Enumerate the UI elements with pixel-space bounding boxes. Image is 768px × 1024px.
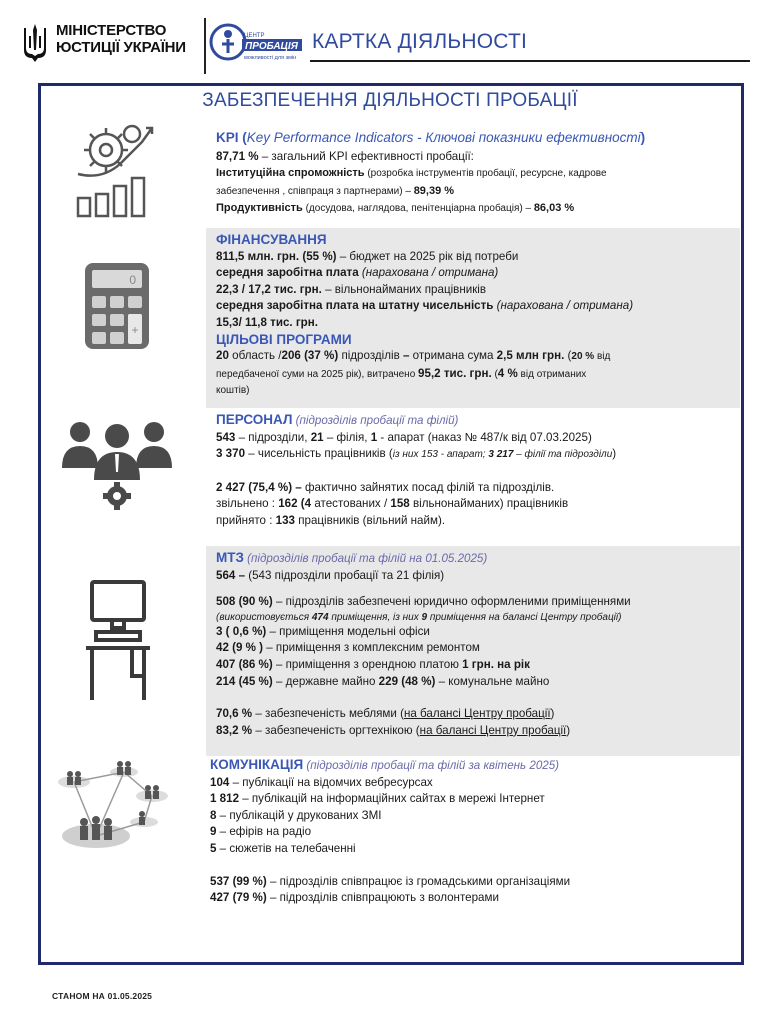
communication-heading: КОМУНІКАЦІЯ (підрозділів пробації та філій за квітень 2025) xyxy=(210,757,560,772)
gears-chart-icon xyxy=(72,118,162,220)
communication-line-1: 104 – публікації на відомчих вебресурсах xyxy=(210,775,433,789)
finance-line-5: 15,3/ 11,8 тис. грн. xyxy=(216,315,318,329)
programs-heading: ЦІЛЬОВІ ПРОГРАМИ xyxy=(216,331,352,347)
communication-line-4: 9 – ефірів на радіо xyxy=(210,825,312,839)
footer-date-value: 01.05.2025 xyxy=(107,991,153,1001)
kpi-line-2: Інституційна спроможність (розробка інструментів пробації, ресурсне, кадрове xyxy=(216,167,607,180)
ministry-name xyxy=(56,22,186,56)
ministry-line-2: ЮСТИЦІЇ УКРАЇНИ xyxy=(56,39,186,56)
kpi-section xyxy=(216,130,645,218)
mtz-line-9: 83,2 % – забезпеченість оргтехнікою (на балансі Центру пробації) xyxy=(216,723,571,737)
team-gear-icon xyxy=(58,418,176,510)
mtz-line-4: 3 ( 0,6 %) – приміщення модельні офіси xyxy=(216,624,430,638)
svg-text:+: + xyxy=(131,323,139,337)
page-title: КАРТКА ДІЯЛЬНОСТІ xyxy=(312,30,528,53)
communication-line-2: 1 812 – публікацій на інформаційних сайтах в мережі Інтернет xyxy=(210,792,545,806)
footer-label: СТАНОМ НА xyxy=(52,991,108,1001)
finance-section xyxy=(216,232,633,400)
kpi-line-3: забезпечення , співпраця з партнерами) – 89,39 % xyxy=(216,184,455,197)
personnel-line-1: 543 – підрозділи, 21 – філія, 1 - апарат (наказ № 487/к від 07.03.2025) xyxy=(216,430,592,444)
programs-line-2: передбаченої суми на 2025 рік), витрачено 95,2 тис. грн. (4 % від отриманих xyxy=(216,366,587,380)
mtz-line-3: (використовується 474 приміщення, із них 9 приміщення на балансі Центру пробації) xyxy=(216,611,622,623)
kpi-line-1: 87,71 % – загальний KPI ефективності пробації: xyxy=(216,149,474,163)
calculator-display: 0 xyxy=(129,273,136,287)
communication-line-7: 427 (79 %) – підрозділів співпрацюють з волонтерами xyxy=(210,891,499,905)
footer-date xyxy=(52,991,152,1001)
personnel-line-3: 2 427 (75,4 %) – фактично зайнятих посад філій та підрозділів. xyxy=(216,480,555,494)
header-divider xyxy=(204,18,206,74)
mtz-line-7: 214 (45 %) – державне майно 229 (48 %) – комунальне майно xyxy=(216,674,550,688)
personnel-line-4: звільнено : 162 (4 атестованих / 158 вільнонайманих) працівників xyxy=(216,497,569,511)
network-people-icon xyxy=(54,760,174,858)
logo-top-text: ЦЕНТР xyxy=(244,33,265,39)
logo-sub-text: можливості для змін xyxy=(244,55,297,61)
kpi-heading-italic: Key Performance Indicators - Ключові показники ефективності xyxy=(246,130,641,145)
personnel-line-2: 3 370 – чисельність працівників (із них 153 - апарат; 3 217 – філії та підрозділи) xyxy=(216,447,617,461)
communication-line-3: 8 – публікацій у друкованих ЗМІ xyxy=(210,808,382,822)
programs-line-1: 20 область /206 (37 %) підрозділів – отримана сума 2,5 млн грн. (20 % від xyxy=(216,349,611,363)
tryzub-icon xyxy=(20,22,50,64)
mtz-line-5: 42 (9 % ) – приміщення з комплексним ремонтом xyxy=(216,641,480,655)
programs-line-3: коштів) xyxy=(216,385,250,397)
ministry-line-1: МІНІСТЕРСТВО xyxy=(56,22,167,39)
main-title: ЗАБЕЗПЕЧЕННЯ ДІЯЛЬНОСТІ ПРОБАЦІЇ xyxy=(202,90,578,111)
mtz-line-8: 70,6 % – забезпеченість меблями (на балансі Центру пробації) xyxy=(216,707,555,721)
personnel-section xyxy=(216,412,616,530)
probation-logo-icon xyxy=(208,20,304,68)
mtz-line-6: 407 (86 %) – приміщення з орендною платою 1 грн. на рік xyxy=(216,657,530,671)
kpi-heading-label: KPI ( xyxy=(216,130,247,145)
mtz-heading: МТЗ (підрозділів пробації та філій на 01.05.2025) xyxy=(216,550,488,565)
finance-line-3: 22,3 / 17,2 тис. грн. – вільнонайманих працівників xyxy=(216,282,487,296)
logo-main-text: ПРОБАЦІЯ xyxy=(245,41,298,52)
kpi-heading-close: ) xyxy=(640,130,646,145)
finance-line-1: 811,5 млн. грн. (55 %) – бюджет на 2025 рік від потреби xyxy=(216,249,519,263)
kpi-line-4: Продуктивність (досудова, наглядова, пенітенціарна пробація) – 86,03 % xyxy=(216,202,575,215)
calculator-icon xyxy=(84,262,150,350)
finance-line-4: середня заробітна плата на штатну чисельність (нарахована / отримана) xyxy=(216,299,634,313)
finance-line-2: середня заробітна плата (нарахована / отримана) xyxy=(216,266,499,280)
communication-section xyxy=(210,757,570,907)
desk-computer-icon xyxy=(84,580,152,702)
mtz-line-1: 564 – (543 підрозділи пробації та 21 філія) xyxy=(216,568,445,582)
communication-line-6: 537 (99 %) – підрозділів співпрацює із громадськими організаціями xyxy=(210,874,571,888)
personnel-line-5: прийнято : 133 працівників (вільний найм). xyxy=(216,513,446,527)
finance-heading: ФІНАНСУВАННЯ xyxy=(216,232,327,247)
mtz-section xyxy=(216,550,631,739)
header-underline xyxy=(310,60,750,62)
mtz-line-2: 508 (90 %) – підрозділів забезпечені юридично оформленими приміщеннями xyxy=(216,595,631,609)
personnel-heading: ПЕРСОНАЛ (підрозділів пробації та філій) xyxy=(216,412,459,427)
kpi-heading xyxy=(216,130,645,148)
communication-line-5: 5 – сюжетів на телебаченні xyxy=(210,841,356,855)
